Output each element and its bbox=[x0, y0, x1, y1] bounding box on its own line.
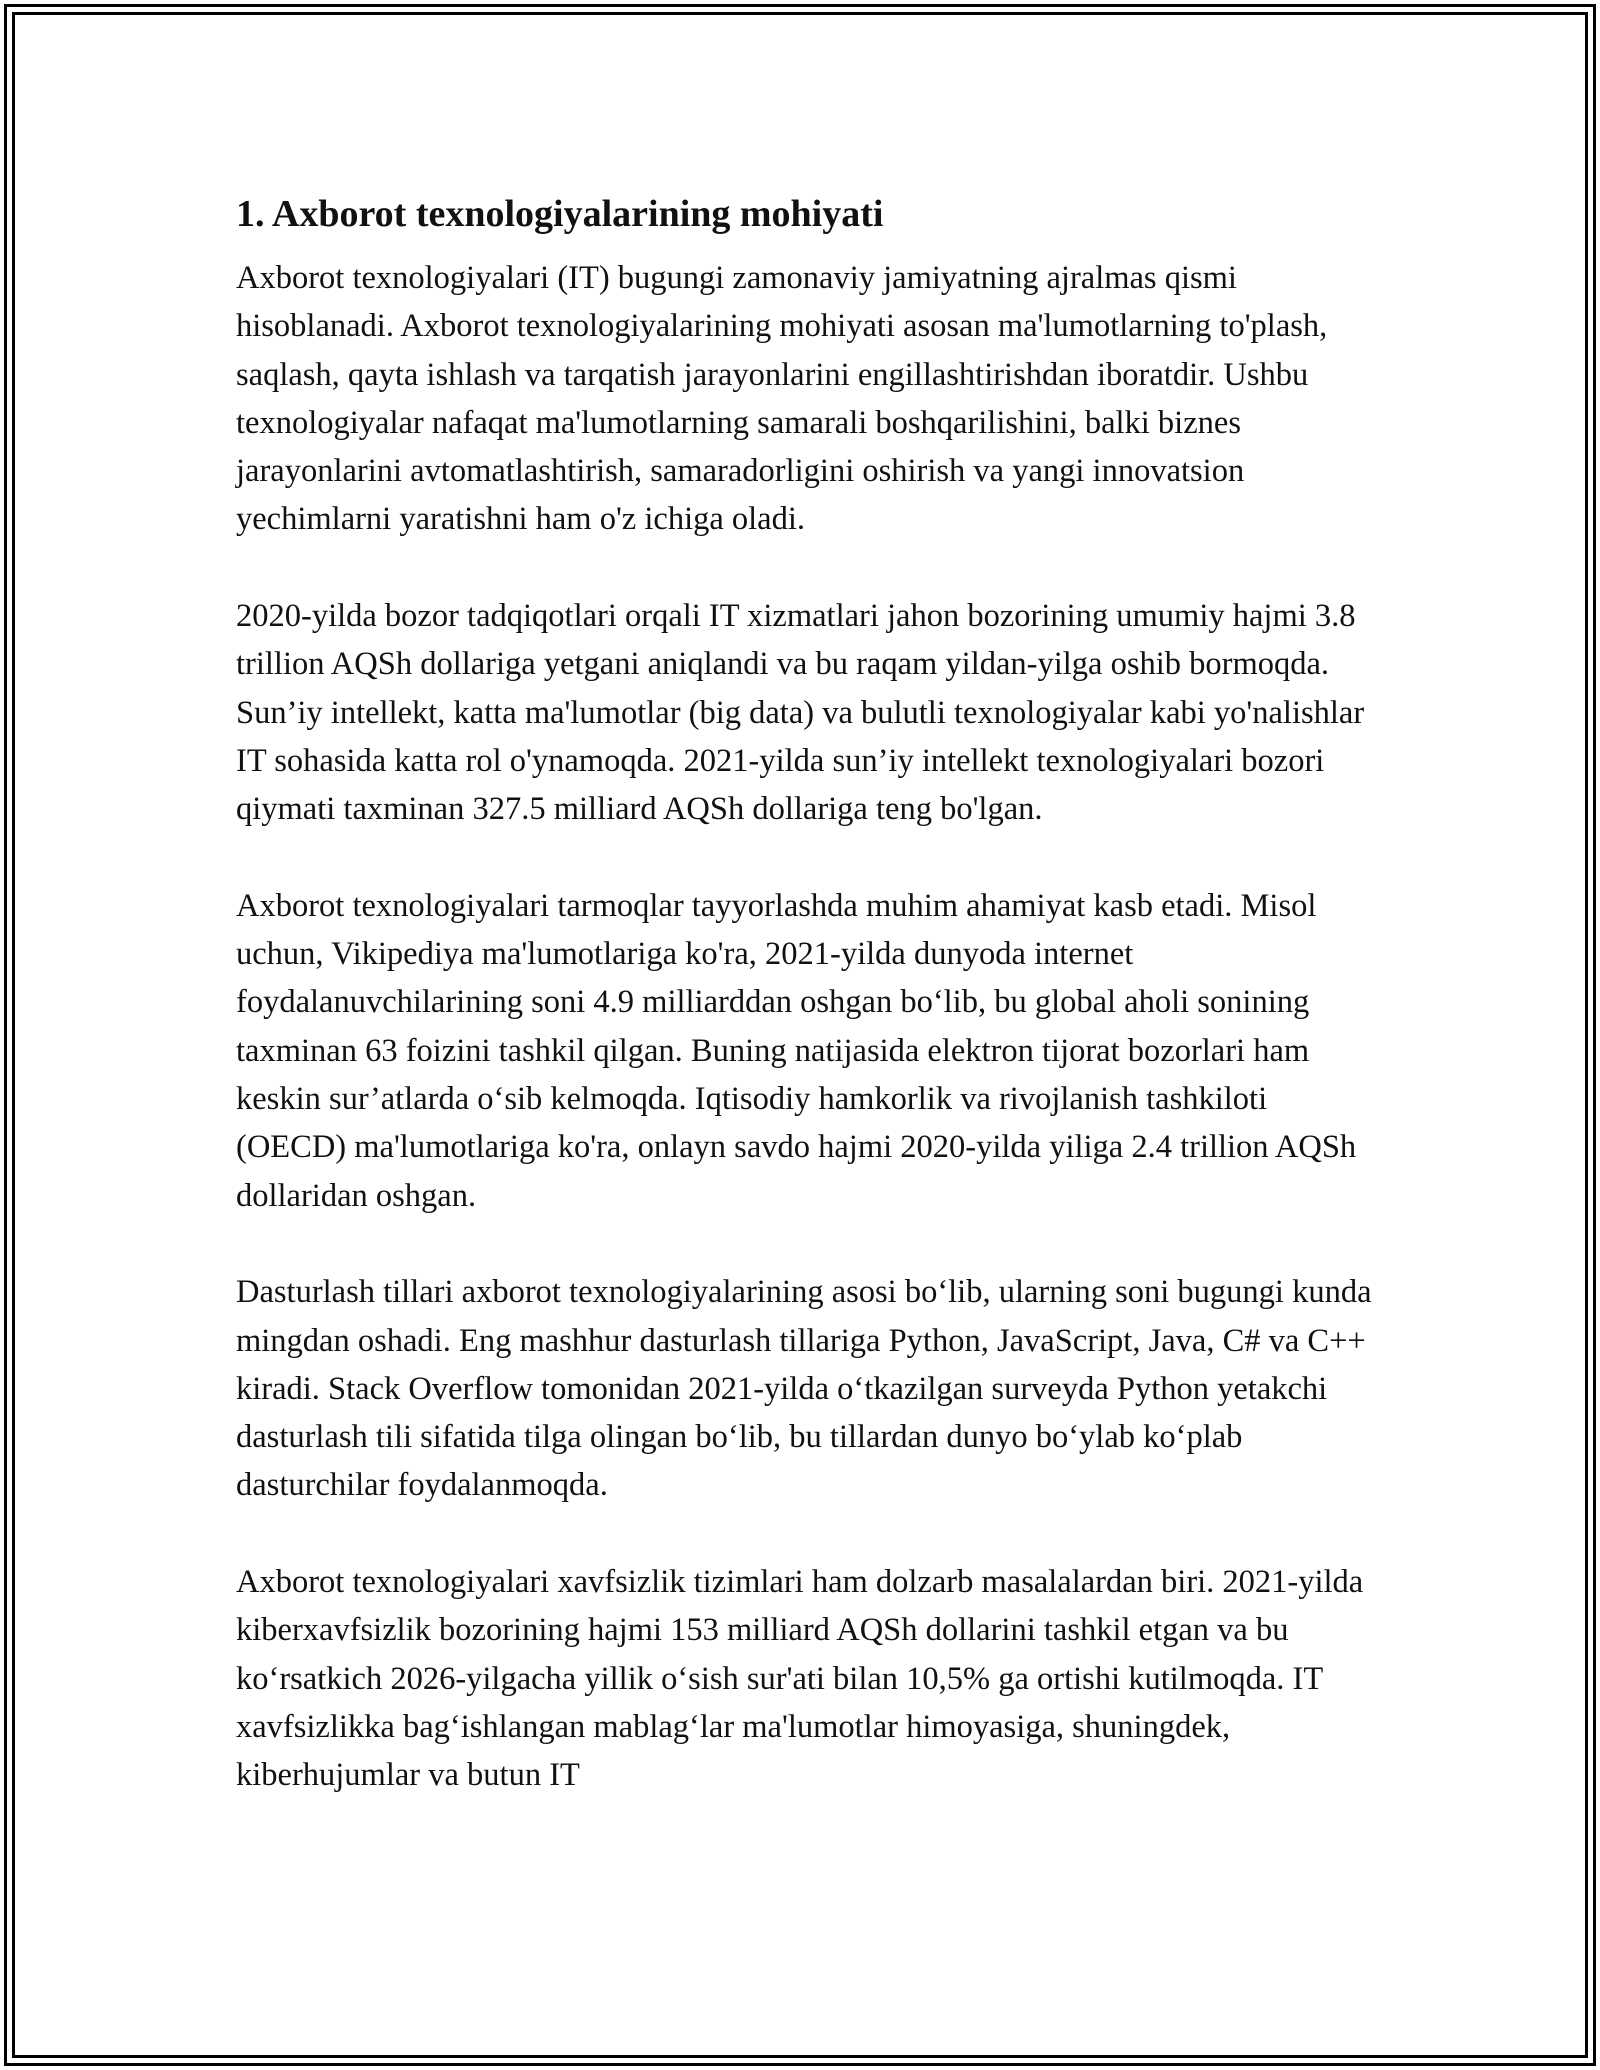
paragraph-programming-languages: Dasturlash tillari axborot texnologiyalarining asosi bo‘lib, ularning soni bugungi kunda mingdan oshadi. Eng mashhur dasturlash tillariga Python, JavaScript, Java, C# va C++ kiradi. Stack Overflow tomonidan 2021-yilda o‘tkazilgan surveyda Python yetakchi dasturlash tili sifatida tilga olingan bo‘lib, bu tillardan dunyo bo‘ylab ko‘plab dasturchilar foydalanmoqda. bbox=[236, 1274, 1372, 1504]
page-title: 1. Axborot texnologiyalarining mohiyati bbox=[236, 193, 884, 235]
paragraph-it-market: 2020-yilda bozor tadqiqotlari orqali IT xizmatlari jahon bozorining umumiy hajmi 3.8 trillion AQSh dollariga yetgani aniqlandi va bu raqam yildan-yilga oshib bormoqda. Sun’iy intellekt, katta ma'lumotlar (big data) va bulutli texnologiyalar kabi yo'nalishlar IT sohasida katta rol o'ynamoqda. 2021-yilda sun’iy intellekt texnologiyalari bozori qiymati taxminan 327.5 milliard AQSh dollariga teng bo'lgan. bbox=[236, 598, 1365, 828]
document-body bbox=[236, 186, 1376, 1848]
paragraph-internet-users: Axborot texnologiyalari tarmoqlar tayyorlashda muhim ahamiyat kasb etadi. Misol uchun, Vikipediya ma'lumotlariga ko'ra, 2021-yilda dunyoda internet foydalanuvchilarining soni 4.9 milliarddan oshgan bo‘lib, bu global aholi sonining taxminan 63 foizini tashkil qilgan. Buning natijasida elektron tijorat bozorlari ham keskin sur’atlarda o‘sib kelmoqda. Iqtisodiy hamkorlik va rivojlanish tashkiloti (OECD) ma'lumotlariga ko'ra, onlayn savdo hajmi 2020-yilda yiliga 2.4 trillion AQSh dollaridan oshgan. bbox=[236, 887, 1357, 1214]
paragraph-cybersecurity: Axborot texnologiyalari xavfsizlik tizimlari ham dolzarb masalalardan biri. 2021-yilda kiberxavfsizlik bozorining hajmi 153 milliard AQSh dollarini tashkil etgan va bu ko‘rsatkich 2026-yilgacha yillik o‘sish sur'ati bilan 10,5% ga ortishi kutilmoqda. IT xavfsizlikka bag‘ishlangan mablag‘lar ma'lumotlar himoyasiga, shuningdek, kiberhujumlar va butun IT bbox=[236, 1564, 1364, 1794]
paragraph-it-essence: Axborot texnologiyalari (IT) bugungi zamonaviy jamiyatning ajralmas qismi hisoblanadi. Axborot texnologiyalarining mohiyati asosan ma'lumotlarning to'plash, saqlash, qayta ishlash va tarqatish jarayonlarini engillashtirishdan iboratdir. Ushbu texnologiyalar nafaqat ma'lumotlarning samarali boshqarilishini, balki biznes jarayonlarini avtomatlashtirish, samaradorligini oshirish va yangi innovatsion yechimlarni yaratishni ham o'z ichiga oladi. bbox=[236, 260, 1328, 538]
